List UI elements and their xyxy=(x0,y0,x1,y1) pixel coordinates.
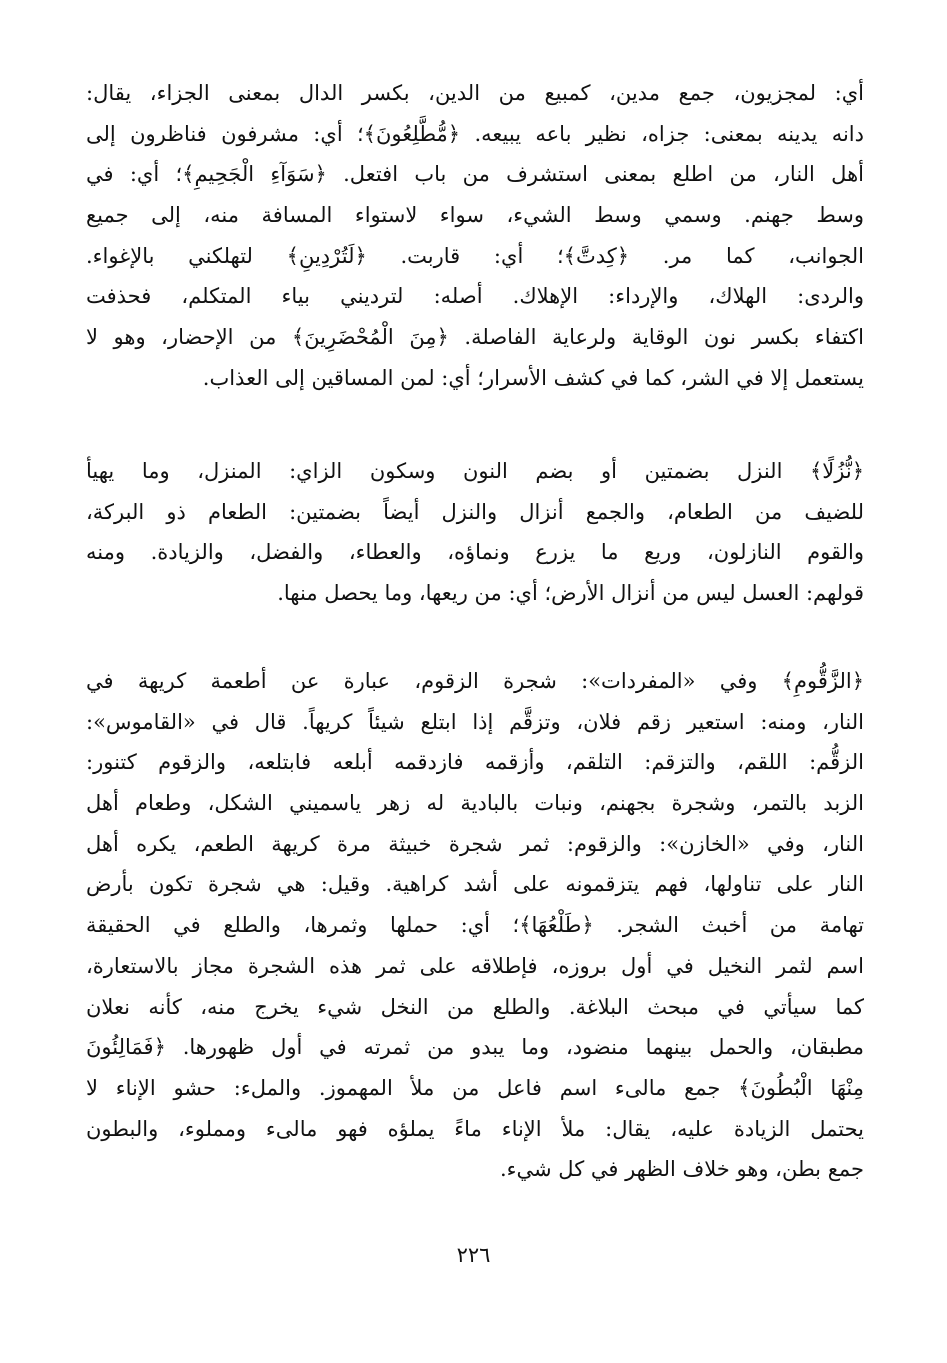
text-line: يحتمل الزيادة عليه، يقال: ملأ الإناء ماءً يملؤه فهو مالىء ومملوء، والبطون xyxy=(86,1116,864,1141)
text-line: قولهم: العسل ليس من أنزال الأرض؛ أي: من ريعها، وما يحصل منها. xyxy=(277,581,864,606)
text-line: اكتفاء بكسر نون الوقاية ولرعاية الفاصلة. ﴿مِنَ الْمُحْضَرِينَ﴾ من الإحضار، وهو لا xyxy=(86,325,864,350)
text-line: الجوانب، كما مر. ﴿كِدتَّ﴾؛ أي: قاربت. ﴿لَتُرْدِينِ﴾ لتهلكني بالإغواء. xyxy=(86,243,864,268)
text-line: ﴿نُّزُلًا﴾ النزل بضمتين أو بضم النون وسكون الزاي: المنزل، وما يهيأ xyxy=(86,459,864,483)
text-line: النار، ومنه: استعير زقم فلان، وتزقَّم إذا ابتلع شيئاً كريهاً. قال في «القاموس»: xyxy=(86,709,864,734)
text-line: الزقُّم: اللقم، والتزقم: التلقم، وأزقمه فازدقمه أبلعه فابتلعه، والزقوم كتنور: xyxy=(86,750,864,775)
text-line: للضيف من الطعام، والجمع أنزال والنزل أيضاً بضمتين: الطعام ذو البركة، xyxy=(86,499,864,524)
text-line: وسط جهنم. وسمي وسط الشيء، سواء لاستواء المسافة منه، إلى جميع xyxy=(86,203,864,228)
text-line: جمع بطن، وهو خلاف الظهر في كل شيء. xyxy=(499,1157,864,1182)
text-line: ﴿الزَّقُّومِ﴾ وفي «المفردات»: شجرة الزقوم، عبارة عن أطعمة كريهة في xyxy=(86,669,864,693)
text-line: النار، وفي «الخازن»: والزقوم: ثمر شجرة خبيثة مرة كريهة الطعم، يكره أهل xyxy=(86,831,864,856)
paragraph-commentary-1 xyxy=(86,73,864,399)
text-line: أي: لمجزيون، جمع مدين، كمبيع من الدين، بكسر الدال بمعنى الجزاء، يقال: xyxy=(86,81,864,105)
text-line: النار على تناولها، فهم يتزقمونه على أشد كراهية. وقيل: هي شجرة تكون بأرض xyxy=(86,872,864,897)
text-line: تهامة من أخبث الشجر. ﴿طَلْعُهَا﴾؛ أي: حملها وثمرها، والطلع في الحقيقة xyxy=(86,913,864,938)
text-line: مِنْهَا الْبُطُونَ﴾ جمع مالىء اسم فاعل من ملأ المهموز. والملء: حشو الإناء لا xyxy=(86,1075,864,1100)
text-line: والقوم النازلون، وريع ما يزرع ونماؤه، والعطاء، والفضل، والزيادة. ومنه xyxy=(86,540,864,565)
text-line: دانه يدينه بمعنى: جزاه، نظير باعه يبيعه. ﴿مُّطَّلِعُونَ﴾؛ أي: مشرفون فناظرون إلى xyxy=(86,121,864,146)
text-line: مطبقان، والحمل بينهما منضود، وما يبدو من ثمرته في أول ظهورها. ﴿فَمَالِئُونَ xyxy=(86,1035,864,1060)
text-line: أهل النار، من اطلع بمعنى استشرف من باب افتعل. ﴿سَوَآءِ الْجَحِيمِ﴾؛ أي: في xyxy=(86,162,864,187)
text-line: يستعمل إلا في الشر، كما في كشف الأسرار؛ أي: لمن المساقين إلى العذاب. xyxy=(202,365,864,390)
paragraph-nuzul xyxy=(86,451,864,614)
page-number: ٢٢٦ xyxy=(456,1243,491,1267)
text-line: اسم لثمر النخيل في أول بروزه، فإطلاقه على ثمر هذه الشجرة مجاز بالاستعارة، xyxy=(86,953,864,978)
text-line: الزبد بالتمر، وشجرة بجهنم، ونبات بالبادية له زهر ياسميني الشكل، وطعام أهل xyxy=(86,791,864,816)
paragraph-zaqqum xyxy=(86,661,864,1190)
text-line: والردى: الهلاك، والإرداء: الإهلاك. أصله: لترديني بياء المتكلم، فحذفت xyxy=(86,284,864,309)
text-line: كما سيأتي في مبحث البلاغة. والطلع من النخل شيء يخرج منه، كأنه نعلان xyxy=(86,994,864,1019)
